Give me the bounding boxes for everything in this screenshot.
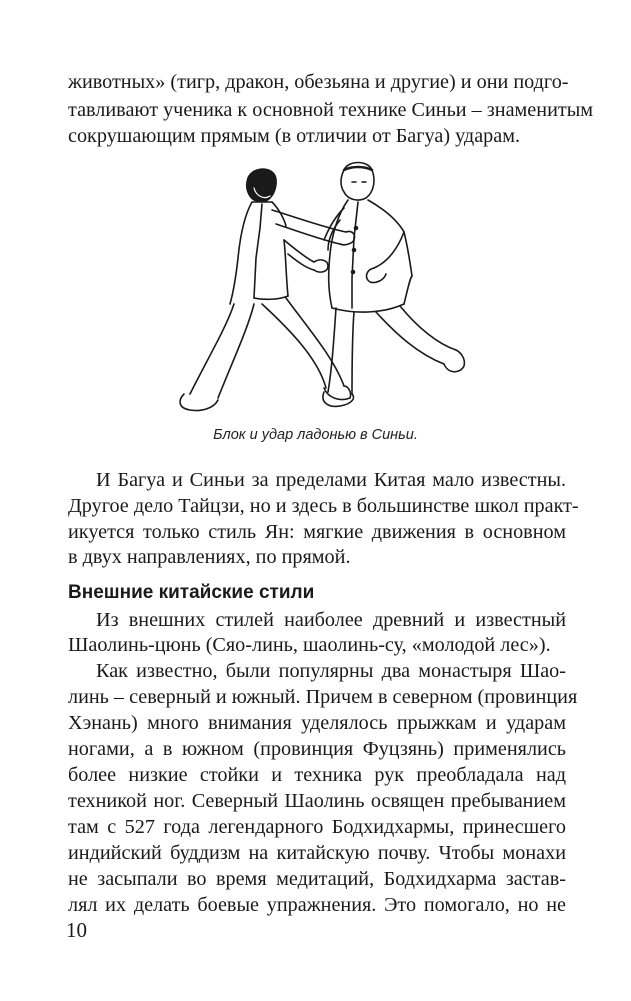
text-line: ногами, а в южном (провинция Фуцзянь) применялись [68, 738, 566, 760]
text-line: техникой ног. Северный Шаолинь освящен пребыванием [68, 790, 566, 812]
right-figure [323, 163, 464, 407]
text-line: более низкие стойки и техника рук преобладала над [68, 764, 566, 786]
text-line: Как известно, были популярны два монастыря Шао- [96, 660, 566, 682]
martial-arts-illustration [168, 158, 468, 420]
left-figure [180, 169, 354, 410]
text-line: сокрушающим прямым (в отличии от Багуа) ударам. [68, 125, 521, 147]
text-line: Шаолинь-цюнь (Сяо-линь, шаолинь-су, «молодой лес»). [68, 634, 551, 656]
figure-caption: Блок и удар ладонью в Синьи. [213, 427, 418, 443]
text-line: икуется только стиль Ян: мягкие движения в основном [68, 521, 566, 543]
text-line: не засыпали во время медитаций, Бодхидхарма застав- [68, 868, 566, 890]
text-line: индийский буддизм на китайскую почву. Чтобы монахи [68, 842, 566, 864]
text-line: И Багуа и Синьи за пределами Китая мало известны. [96, 469, 566, 491]
text-line: линь – северный и южный. Причем в северном (провинция [68, 686, 578, 708]
text-line: Другое дело Тайцзи, но и здесь в большинстве школ практ- [68, 495, 579, 517]
text-line: лял их делать боевые упражнения. Это помогало, но не [68, 894, 566, 916]
text-line: там с 527 года легендарного Бодхидхармы, принесшего [68, 816, 566, 838]
text-line: животных» (тигр, дракон, обезьяна и другие) и они подго- [68, 71, 569, 93]
text-line: Хэнань) много внимания уделялось прыжкам и ударам [68, 712, 566, 734]
section-heading: Внешние китайские стили [68, 582, 315, 603]
text-line: в двух направлениях, по прямой. [68, 546, 351, 568]
page-number: 10 [66, 918, 87, 942]
text-line: тавливают ученика к основной технике Синьи – знаменитым [68, 99, 594, 121]
text-line: Из внешних стилей наиболее древний и известный [96, 609, 566, 631]
